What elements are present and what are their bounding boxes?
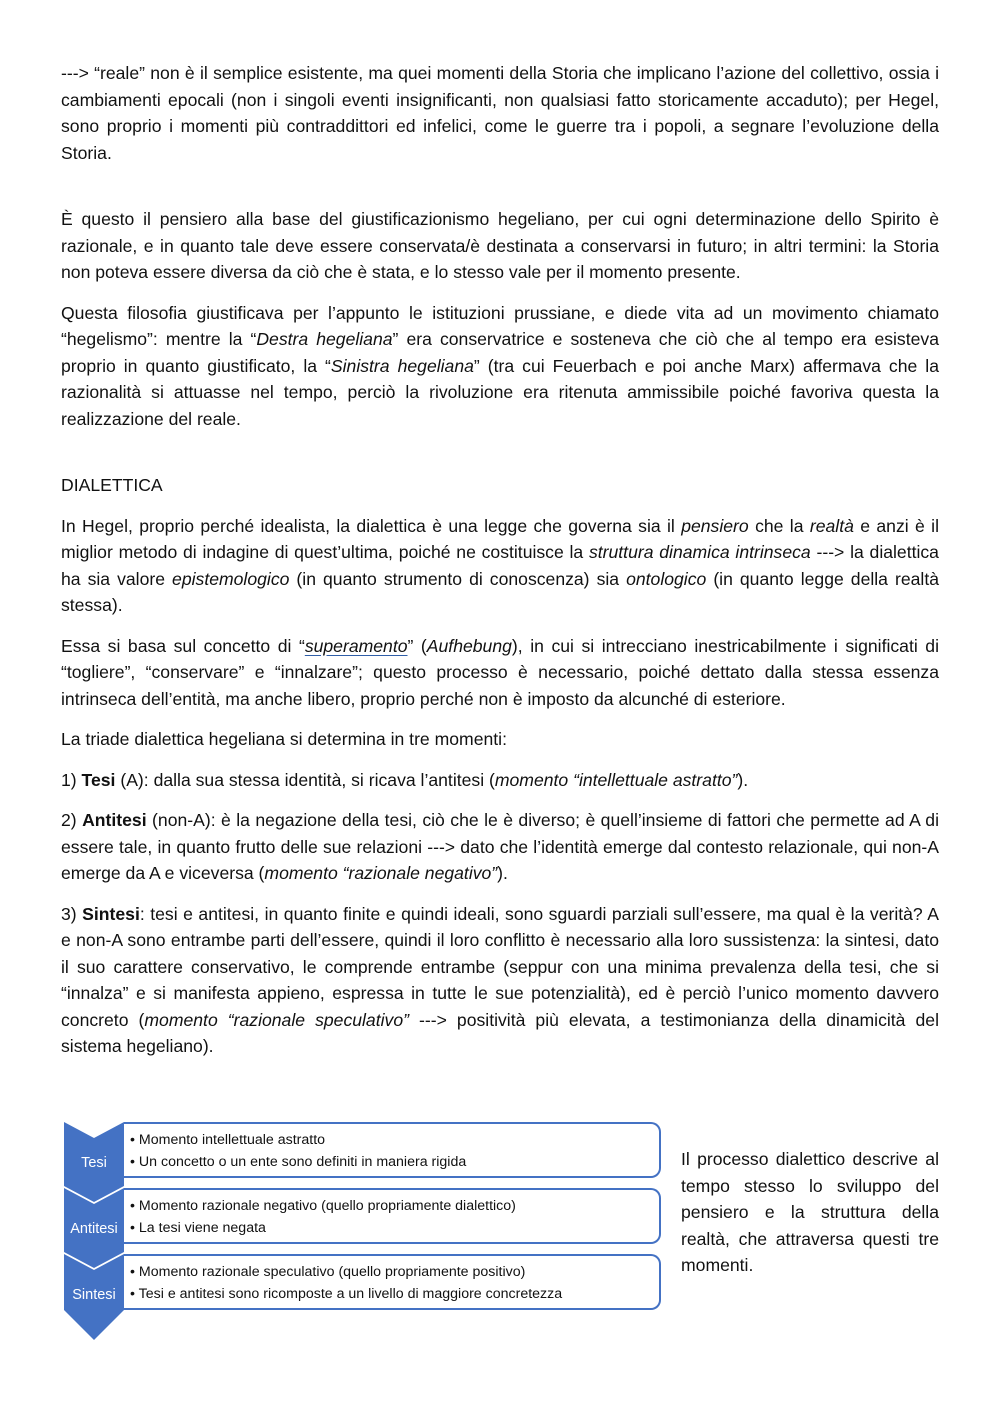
- step-label-tesi: Tesi: [81, 1155, 107, 1171]
- text: che la: [748, 515, 810, 536]
- text: (in quanto strumento di conoscenza) sia: [289, 568, 627, 589]
- caption-text: Il processo dialettico descrive al tempo stesso lo sviluppo del pensiero e la struttura della realtà, che attraversa questi tre momenti.: [681, 1149, 939, 1275]
- list-item: • La tesi viene negata: [130, 1217, 659, 1239]
- paragraph-sintesi: [61, 901, 939, 1060]
- text: 3): [61, 903, 83, 924]
- text: ” (: [407, 635, 427, 656]
- text-italic: realtà: [809, 515, 854, 536]
- text-italic: Aufhebung: [426, 635, 512, 656]
- step-box-tesi: [124, 1122, 661, 1178]
- list-item: • Tesi e antitesi sono ricomposte a un livello di maggiore concretezza: [130, 1283, 659, 1305]
- text: ).: [737, 769, 749, 790]
- paragraph-antitesi: [61, 807, 939, 887]
- text: È questo il pensiero alla base del giustificazionismo hegeliano, per cui ogni determinazione dello Spirito è razionale, e in quanto tale deve essere conservata/è destinata a conservarsi in futuro; in altri termini: la Storia non poteva essere diversa da ciò che è stata, e lo stesso vale per il momento presente.: [61, 209, 939, 282]
- text-bold: Tesi: [81, 769, 116, 790]
- text: ---> “reale” non è il semplice esistente, ma quei momenti della Storia che implicano l’azione del collettivo, ossia i cambiamenti epocali (non i singoli eventi insignificanti, non qualsiasi fatto storicamente accaduto); per Hegel, sono proprio i momenti più contraddittori ed infelici, come le guerre tra i popoli, a segnare l’evoluzione della Storia.: [61, 63, 939, 163]
- text: e anzi è il miglior metodo di indagine di quest’ultima, poiché ne costituisce la: [61, 515, 939, 562]
- text-bold: Sintesi: [82, 903, 140, 924]
- paragraph-giustificazionismo: [61, 206, 939, 286]
- text-italic: ontologico: [626, 568, 707, 589]
- step-label-antitesi: Antitesi: [70, 1221, 118, 1237]
- paragraph-reale: [61, 60, 939, 166]
- text: Questa filosofia giustificava per l’appunto le istituzioni prussiane, e diede vita ad un movimento chiamato “hegelismo”: mentre la “: [61, 302, 939, 349]
- dialectic-diagram: [64, 1122, 664, 1342]
- text: 1): [61, 769, 82, 790]
- list-item: • Momento razionale negativo (quello propriamente dialettico): [130, 1195, 659, 1217]
- text: (in quanto legge della realtà stessa).: [61, 568, 939, 615]
- text: (non-A): è la negazione della tesi, ciò che le è diverso; è quell’insieme di fattori che permette ad A di essere tale, in quanto frutto delle sue relazioni ---> dato che l’identità emerge dal contesto relazionale, qui non-A emerge da A e viceversa (: [61, 810, 939, 883]
- text: (A): dalla sua stessa identità, si ricava l’antitesi (: [115, 769, 495, 790]
- text: ---> la dialettica ha sia valore: [61, 542, 939, 589]
- diagram-caption: [681, 1146, 939, 1279]
- text: ” era conservatrice e sosteneva che ciò che al tempo era esisteva proprio in quanto giustificato, la “: [61, 329, 939, 376]
- text: Essa si basa sul concetto di “: [61, 635, 305, 656]
- step-box-sintesi: [124, 1254, 661, 1310]
- text: In Hegel, proprio perché idealista, la dialettica è una legge che governa sia il: [61, 515, 682, 536]
- text-italic: epistemologico: [172, 568, 290, 589]
- text-italic: struttura dinamica intrinseca: [588, 542, 811, 562]
- text-italic-underlined: superamento: [304, 635, 408, 656]
- text-italic: momento “razionale negativo”: [264, 863, 498, 883]
- text-bold: Antitesi: [82, 810, 147, 830]
- step-box-antitesi: [124, 1188, 661, 1244]
- text: ” (tra cui Feuerbach e poi anche Marx) affermava che la razionalità si attuasse nel tempo, perciò la rivoluzione era ritenuta ammissibile poiché favoriva questa la realizzazione del reale.: [61, 355, 940, 429]
- text-italic: Destra hegeliana: [256, 329, 393, 349]
- paragraph-hegelismo: [61, 300, 939, 433]
- text: 2): [61, 810, 83, 830]
- text: ).: [497, 863, 508, 883]
- text-italic: pensiero: [681, 515, 749, 536]
- text: : tesi e antitesi, in quanto finite e quindi ideali, sono sguardi parziali sull’essere, ma qual è la verità? A e non-A sono entrambe parti dell’essere, quindi il loro conflitto è necessario alla loro sussistenza: la sintesi, dato il suo carattere conservativo, le comprende entrambe (seppur con una minima prevalenza della tesi, che si “innalza” e si manifesta appieno, espressa in tutte le sue potenzialità), ed è perciò l’unico momento davvero concreto (: [61, 903, 939, 1030]
- text: ), in cui si intrecciano inestricabilmente i significati di “togliere”, “conservare” e “innalzare”; questo processo è necessario, poiché dettato dalla stessa essenza intrinseca dell’entità, ma anche libero, proprio perché non è imposto da alcunché di esteriore.: [61, 635, 939, 709]
- list-item: • Momento razionale speculativo (quello propriamente positivo): [130, 1261, 659, 1283]
- text-italic: Sinistra hegeliana: [330, 355, 474, 376]
- text-italic: momento “razionale speculativo”: [144, 1009, 409, 1030]
- list-item: • Momento intellettuale astratto: [130, 1129, 659, 1151]
- text: ---> positività più elevata, a testimonianza della dinamicità del sistema hegeliano).: [61, 1009, 939, 1056]
- paragraph-triade: La triade dialettica hegeliana si determina in tre momenti:: [61, 729, 507, 749]
- section-heading: DIALETTICA: [61, 475, 163, 495]
- list-item: • Un concetto o un ente sono definiti in maniera rigida: [130, 1151, 659, 1173]
- text-italic: momento “intellettuale astratto”: [494, 769, 738, 790]
- step-label-sintesi: Sintesi: [72, 1287, 116, 1303]
- paragraph-superamento: [61, 633, 939, 713]
- document-body: [61, 60, 939, 1060]
- paragraph-tesi: [61, 767, 939, 794]
- paragraph-dialettica: [61, 513, 939, 619]
